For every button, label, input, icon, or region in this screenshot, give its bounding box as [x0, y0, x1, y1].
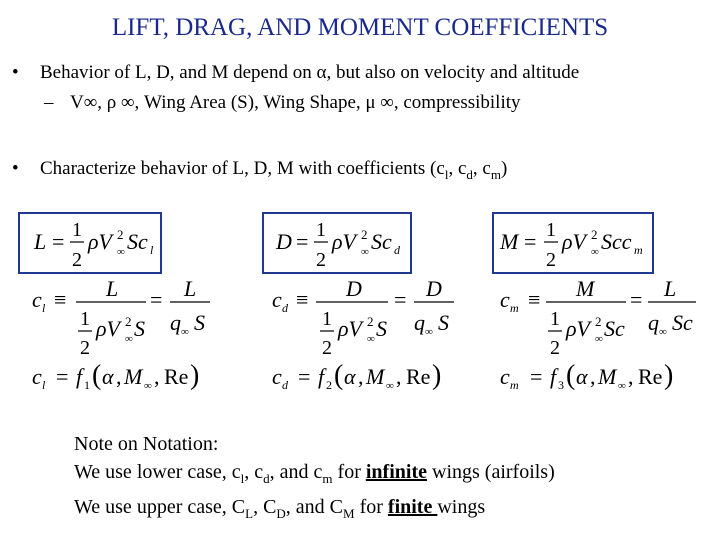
svg-text:c: c [272, 287, 282, 312]
svg-text:M: M [124, 364, 143, 389]
svg-text:∞: ∞ [425, 326, 433, 338]
svg-text:c: c [32, 364, 42, 389]
svg-text:1: 1 [550, 308, 560, 330]
text-fragment: for [354, 496, 388, 518]
moment-equation [499, 219, 643, 271]
svg-text:∞: ∞ [386, 380, 394, 392]
svg-text:c: c [500, 364, 510, 389]
svg-text:∞: ∞ [618, 380, 626, 392]
svg-text:q: q [170, 310, 181, 335]
subscript: m [322, 471, 333, 486]
svg-text:d: d [282, 378, 288, 392]
svg-text:∞: ∞ [144, 380, 152, 392]
svg-text:): ) [432, 360, 442, 391]
svg-text:c: c [32, 287, 42, 312]
svg-text:S: S [438, 310, 449, 335]
emphasis-infinite: infinite [365, 461, 427, 483]
svg-text:m: m [634, 243, 643, 257]
svg-text:1: 1 [80, 308, 90, 330]
svg-text:Sc: Sc [371, 229, 392, 254]
svg-text:S: S [134, 316, 145, 341]
svg-text:≡: ≡ [528, 287, 541, 312]
svg-text:ρV: ρV [332, 229, 356, 254]
svg-text:,: , [154, 364, 160, 389]
text-fragment: , C [253, 496, 277, 518]
svg-text:,: , [590, 364, 596, 389]
svg-text:2: 2 [591, 227, 598, 242]
text-fragment: , c [472, 158, 491, 179]
svg-text:α: α [576, 364, 588, 389]
subscript: l [240, 471, 245, 486]
svg-text:Sc: Sc [127, 229, 148, 254]
svg-text:2: 2 [72, 249, 82, 271]
svg-text:ρV: ρV [96, 316, 120, 341]
note-heading: Note on Notation: [74, 433, 219, 455]
svg-text:l: l [42, 378, 46, 392]
svg-text:M: M [576, 276, 595, 301]
emphasis-finite: finite [387, 496, 438, 518]
sub-bullet-parameters-text: V∞, ρ ∞, Wing Area (S), Wing Shape, μ ∞, compressibility [70, 92, 521, 113]
svg-text:f: f [318, 364, 325, 389]
svg-text:(: ( [334, 360, 344, 391]
svg-text:,: , [116, 364, 122, 389]
bullet-dependencies-text: Behavior of L, D, and M depend on α, but also on velocity and altitude [40, 62, 580, 83]
text-fragment: , and c [269, 461, 323, 483]
svg-text:=: = [56, 364, 69, 389]
svg-text:1: 1 [322, 308, 332, 330]
svg-text:M: M [366, 364, 385, 389]
svg-text:c: c [272, 364, 282, 389]
text-fragment: wings [437, 496, 486, 518]
svg-text:(: ( [566, 360, 576, 391]
svg-text:∞: ∞ [361, 246, 369, 258]
text-fragment: We use upper case, C [74, 496, 246, 518]
dash-marker: – [44, 92, 54, 113]
svg-text:ρV: ρV [338, 316, 362, 341]
text-fragment: , c [244, 461, 264, 483]
svg-text:α: α [344, 364, 356, 389]
cm-function [500, 360, 673, 392]
svg-text:=: = [296, 229, 309, 254]
svg-text:S: S [376, 316, 387, 341]
svg-text:L: L [34, 229, 47, 254]
svg-text:D: D [276, 229, 292, 254]
svg-text:α: α [102, 364, 114, 389]
svg-text:1: 1 [72, 219, 82, 241]
bullet-dot: • [12, 158, 19, 179]
subscript-d: d [466, 166, 473, 182]
cd-function [272, 360, 441, 392]
svg-text:L: L [184, 276, 197, 301]
svg-text:3: 3 [558, 378, 564, 392]
svg-text:,: , [628, 364, 634, 389]
svg-text:2: 2 [125, 314, 132, 329]
lift-equation [33, 219, 154, 271]
svg-text:S: S [194, 310, 205, 335]
svg-text:M: M [500, 229, 519, 254]
svg-text:=: = [298, 364, 311, 389]
svg-text:=: = [394, 287, 407, 312]
cl-definition [32, 276, 210, 359]
svg-text:1: 1 [546, 219, 556, 241]
cm-definition [500, 276, 696, 359]
subscript: d [263, 471, 270, 486]
note-line-lowercase [74, 458, 555, 493]
subscript-m: m [490, 166, 501, 182]
svg-text:∞: ∞ [591, 246, 599, 258]
svg-text:2: 2 [117, 227, 124, 242]
svg-text:2: 2 [550, 337, 560, 359]
svg-text:2: 2 [322, 337, 332, 359]
svg-text:q: q [414, 310, 425, 335]
svg-text:ρV: ρV [88, 229, 112, 254]
svg-text:m: m [510, 378, 519, 392]
svg-text:L: L [106, 276, 119, 301]
notation-note [74, 430, 555, 528]
svg-text:q: q [648, 310, 659, 335]
subscript: D [276, 506, 286, 521]
svg-text:l: l [42, 301, 46, 315]
subscript: L [245, 506, 254, 521]
svg-text:D: D [426, 276, 442, 301]
svg-text:m: m [510, 301, 519, 315]
drag-equation [275, 219, 401, 271]
svg-text:2: 2 [546, 249, 556, 271]
text-fragment: , and C [285, 496, 344, 518]
svg-text:≡: ≡ [54, 287, 67, 312]
svg-text:2: 2 [326, 378, 332, 392]
bullet-coefficients-text: Characterize behavior of L, D, M with coefficients (c [40, 158, 445, 179]
svg-text:,: , [358, 364, 364, 389]
svg-text:ρV: ρV [566, 316, 590, 341]
svg-text:d: d [282, 301, 288, 315]
svg-text:c: c [500, 287, 510, 312]
svg-text:=: = [530, 364, 543, 389]
slide-title: LIFT, DRAG, AND MOMENT COEFFICIENTS [111, 14, 609, 41]
text-fragment: ) [500, 158, 508, 179]
svg-text:,: , [396, 364, 402, 389]
svg-text:f: f [76, 364, 83, 389]
cd-definition [272, 276, 454, 359]
text-fragment: , c [448, 158, 467, 179]
svg-text:=: = [52, 229, 65, 254]
svg-text:Sc: Sc [604, 316, 625, 341]
svg-text:1: 1 [316, 219, 326, 241]
svg-text:≡: ≡ [296, 287, 309, 312]
svg-text:l: l [150, 243, 154, 257]
svg-text:Re: Re [638, 364, 663, 389]
bullet-dot: • [12, 62, 19, 83]
svg-text:d: d [394, 243, 400, 257]
subscript-l: l [444, 166, 449, 182]
svg-text:2: 2 [80, 337, 90, 359]
svg-text:∞: ∞ [181, 326, 189, 338]
svg-text:f: f [550, 364, 557, 389]
svg-text:∞: ∞ [595, 333, 603, 345]
text-fragment: We use lower case, c [74, 461, 241, 483]
text-fragment: for [332, 461, 366, 483]
svg-text:): ) [190, 360, 200, 391]
svg-text:M: M [598, 364, 617, 389]
svg-text:2: 2 [361, 227, 368, 242]
svg-text:2: 2 [316, 249, 326, 271]
svg-text:∞: ∞ [125, 333, 133, 345]
svg-text:∞: ∞ [659, 326, 667, 338]
svg-text:(: ( [92, 360, 102, 391]
svg-text:=: = [150, 287, 163, 312]
text-fragment: wings (airfoils) [427, 461, 555, 483]
svg-text:∞: ∞ [367, 333, 375, 345]
svg-text:=: = [630, 287, 643, 312]
svg-text:L: L [664, 276, 677, 301]
subscript: M [343, 506, 355, 521]
svg-text:): ) [664, 360, 674, 391]
svg-text:Re: Re [406, 364, 431, 389]
svg-text:ρV: ρV [562, 229, 586, 254]
svg-text:=: = [524, 229, 537, 254]
svg-text:1: 1 [84, 378, 90, 392]
svg-text:∞: ∞ [117, 246, 125, 258]
svg-text:2: 2 [367, 314, 374, 329]
note-line-uppercase [74, 493, 555, 528]
svg-text:Re: Re [164, 364, 189, 389]
svg-text:D: D [346, 276, 362, 301]
svg-text:Sc: Sc [672, 310, 693, 335]
cl-function [32, 360, 199, 392]
svg-text:2: 2 [595, 314, 602, 329]
svg-text:Scc: Scc [601, 229, 632, 254]
